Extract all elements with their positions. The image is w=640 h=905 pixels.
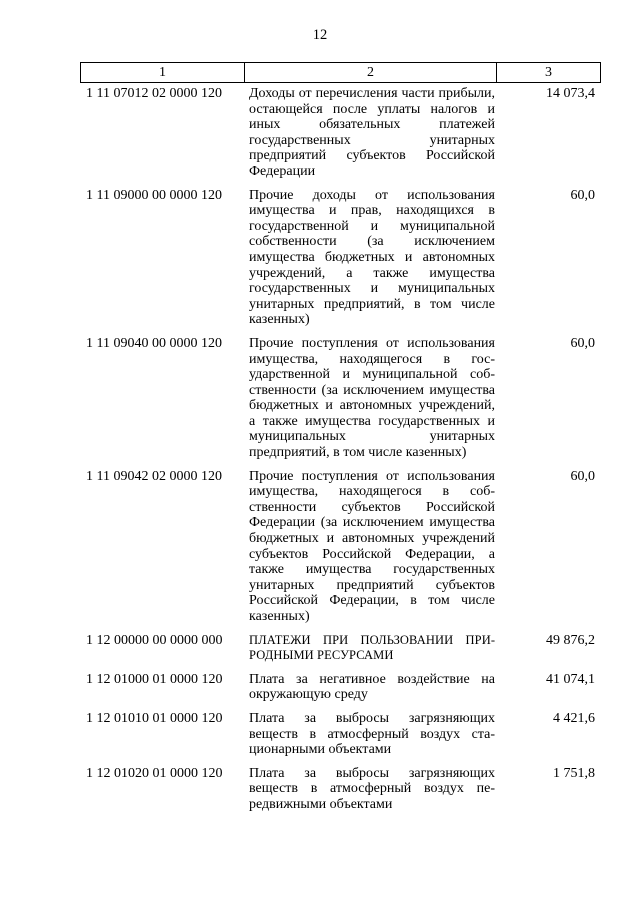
- income-description: Прочие поступления от использования имущества, находящегося в собственности субъектов Российской Федерации (за исключением имущества бюджетных и автономных учреждений субъектов Российской Федерации, а также имущества государственных унитарных предприятий субъектов Российской Федерации, в том числе казенных): [249, 468, 495, 624]
- page-number: 12: [312, 27, 328, 43]
- income-description: Прочие доходы от использования имущества и прав, находящихся в государственной и муниципальной собственности (за исключением имущества бюджетных и автономных учреждений, а также имущества государственных и муниципальных унитарных предприятий, в том числе казенных): [249, 187, 495, 328]
- amount: 14 073,4: [546, 86, 595, 101]
- income-description: Плата за выбросы загрязняющих веществ в атмосферный воздух стационарными объектами: [249, 710, 495, 758]
- table-row: [80, 469, 601, 625]
- amount: 4 421,6: [553, 710, 595, 726]
- budget-code: 1 12 01000 01 0000 120: [86, 671, 223, 687]
- table-row: [80, 711, 601, 758]
- budget-code: 1 11 07012 02 0000 120: [86, 86, 222, 101]
- table-row: [80, 336, 601, 461]
- table-row: [80, 633, 601, 664]
- budget-code: 1 12 01010 01 0000 120: [86, 710, 223, 726]
- column-header-code: 1: [81, 63, 245, 82]
- amount: 60,0: [570, 187, 595, 203]
- income-description: Плата за выбросы загрязняющих веществ в атмосферный воздух передвижными объектами: [249, 765, 495, 812]
- budget-code: 1 11 09000 00 0000 120: [86, 187, 222, 203]
- column-header-amount: 3: [545, 64, 552, 80]
- amount: 60,0: [570, 335, 595, 351]
- table-row: [80, 188, 601, 328]
- budget-code: 1 12 00000 00 0000 000: [86, 632, 223, 648]
- budget-code: 1 12 01020 01 0000 120: [86, 765, 223, 781]
- table-body: [80, 86, 601, 813]
- table-row: [80, 672, 601, 703]
- column-header-description: 2: [245, 63, 497, 82]
- budget-code: 1 11 09042 02 0000 120: [86, 468, 222, 484]
- amount: 60,0: [570, 468, 595, 484]
- table-row: [80, 766, 601, 813]
- table-row: [80, 86, 601, 180]
- income-description: ПЛАТЕЖИ ПРИ ПОЛЬЗОВАНИИ ПРИРОДНЫМИ РЕСУРСАМИ: [249, 632, 495, 663]
- income-description: Прочие поступления от использования имущества, находящегося в государственной и муниципальной собственности (за исключением имущества бюджетных и автономных учреждений, а также имущества государственных и муниципальных унитарных предприятий, в том числе казенных): [249, 335, 495, 461]
- table-header: [80, 62, 601, 83]
- amount: 49 876,2: [546, 632, 595, 648]
- budget-code: 1 11 09040 00 0000 120: [86, 335, 222, 351]
- amount: 1 751,8: [553, 765, 595, 781]
- amount: 41 074,1: [546, 671, 595, 687]
- income-description: Плата за негативное воздействие на окружающую среду: [249, 671, 495, 703]
- income-description: Доходы от перечисления части прибыли, остающейся после уплаты налогов и иных обязательных платежей государственных унитарных предприятий субъектов Российской Федерации: [249, 86, 495, 179]
